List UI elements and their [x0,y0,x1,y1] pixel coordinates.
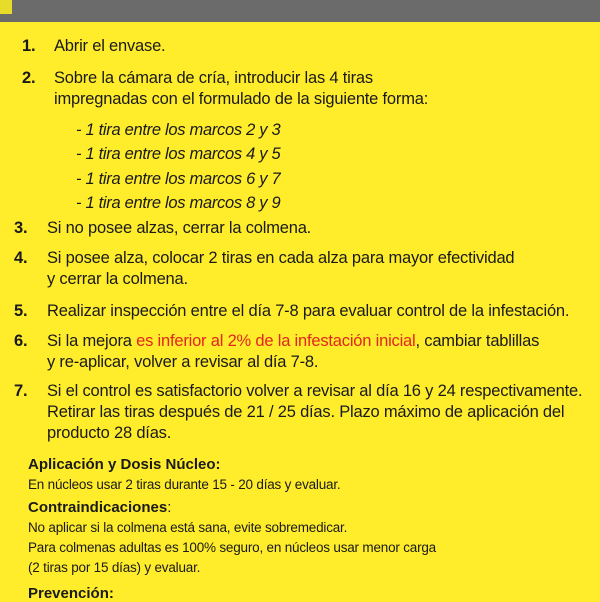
step-number: 6. [14,332,28,350]
step-6-text-post: , cambiar tablillas [415,332,540,350]
step-6-highlight: es inferior al 2% de la infestación inicial [136,332,416,350]
step-text: Si posee alza, colocar 2 tiras en cada alza para mayor efectividad y cerrar la colmena. [47,249,515,288]
header-mark [0,0,12,14]
section-title-contraindicaciones-text: Contraindicaciones [28,499,168,516]
step-number: 5. [14,302,28,320]
step-text: Si el control es satisfactorio volver a revisar al día 16 y 24 respectivamente. Retirar las tiras después de 21 / 25 días. Plazo máximo de aplicación del producto 28 días. [47,382,583,442]
section-title-contraindicaciones [28,499,171,516]
sub-item: - 1 tira entre los marcos 2 y 3 [76,121,281,139]
section-body-dosis: En núcleos usar 2 tiras durante 15 - 20 días y evaluar. [28,477,341,492]
section-title-prevencion: Prevención: [28,585,114,602]
section-body-contraindicaciones: No aplicar si la colmena está sana, evite sobremedicar. Para colmenas adultas es 100% seguro, en núcleos usar menor carga (2 tiras por 15 días) y evaluar. [28,520,436,575]
step-number: 7. [14,382,28,400]
sub-item: - 1 tira entre los marcos 8 y 9 [76,194,281,212]
sub-item: - 1 tira entre los marcos 6 y 7 [76,170,281,188]
step-6-text-pre: Si la mejora [47,332,137,350]
step-text: Sobre la cámara de cría, introducir las 4 tiras impregnadas con el formulado de la siguiente forma: [54,69,429,108]
section-title-dosis: Aplicación y Dosis Núcleo: [28,456,221,473]
step-text [47,331,539,373]
step-number: 4. [14,249,28,267]
header-bar [0,0,600,22]
step-6-text-line2: y re-aplicar, volver a revisar al día 7-8. [47,353,319,371]
step-text: Si no posee alzas, cerrar la colmena. [47,219,312,237]
sub-item: - 1 tira entre los marcos 4 y 5 [76,145,281,163]
step-text: Realizar inspección entre el día 7-8 para evaluar control de la infestación. [47,302,570,320]
step-number: 2. [22,69,36,87]
step-number: 3. [14,219,28,237]
step-number: 1. [22,37,36,55]
step-text: Abrir el envase. [54,37,166,55]
section-title-contraindicaciones-colon: : [167,499,172,516]
